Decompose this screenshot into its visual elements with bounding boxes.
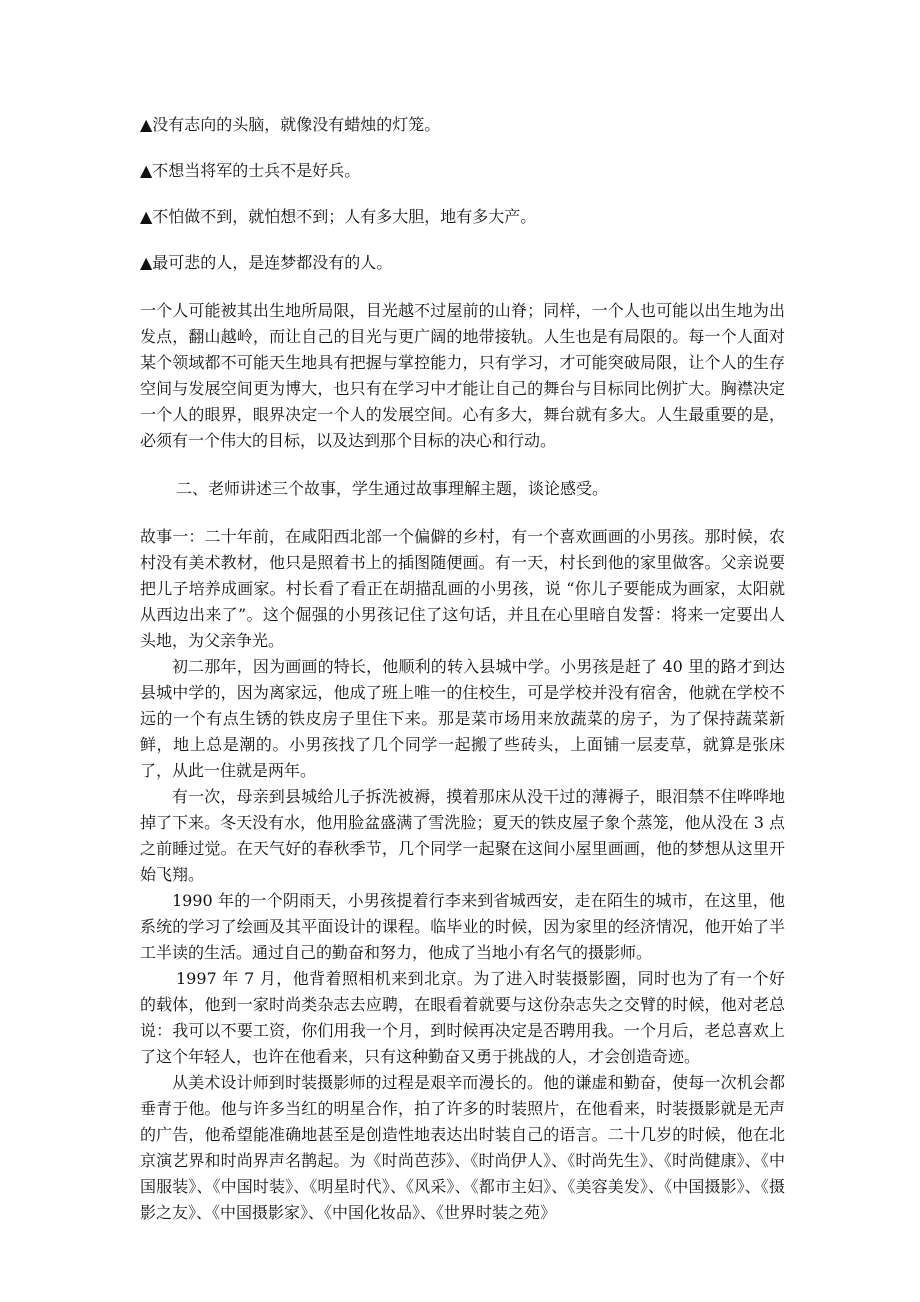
story-paragraph: 故事一：二十年前，在咸阳西北部一个偏僻的乡村，有一个喜欢画画的小男孩。那时候，农村没有美术教材，他只是照着书上的插图随便画。有一天，村长到他的家里做客。父亲说要把儿子培养成画家。村长看了看正在胡描乱画的小男孩，说 “你儿子要能成为画家，太阳就从西边出来了”。这个倔强的小男孩记住了这句话，并且在心里暗自发誓：将来一定要出人头地，为父亲争光。: [140, 527, 785, 650]
story-paragraph: 初二那年，因为画画的特长，他顺利的转入县城中学。小男孩是赶了 40 里的路才到达县城中学的，因为离家远，他成了班上唯一的住校生，可是学校并没有宿舍，他就在学校不远的一个有点生锈的铁皮房子里住下来。那是菜市场用来放蔬菜的房子，为了保持蔬菜新鲜，地上总是潮的。小男孩找了几个同学一起搬了些砖头，上面铺一层麦草，就算是张床了，从此一住就是两年。: [140, 657, 785, 780]
document-page: [140, 112, 785, 1226]
motto-3: ▲不怕做不到，就怕想不到；人有多大胆，地有多大产。: [140, 207, 537, 226]
story-paragraph: 1990 年的一个阴雨天，小男孩提着行李来到省城西安，走在陌生的城市，在这里，他系统的学习了绘画及其平面设计的课程。临毕业的时候，因为家里的经济情况，他开始了半工半读的生活。通过自己的勤奋和努力，他成了当地小有名气的摄影师。: [140, 891, 785, 962]
intro-paragraph: 一个人可能被其出生地所局限，目光越不过屋前的山脊；同样，一个人也可能以出生地为出发点，翻山越岭，而让自己的目光与更广阔的地带接轨。人生也是有局限的。每一个人面对某个领域都不可能天生地具有把握与掌控能力，只有学习，才可能突破局限，让个人的生存空间与发展空间更为博大，也只有在学习中才能让自己的舞台与目标同比例扩大。胸襟决定一个人的眼界，眼界决定一个人的发展空间。心有多大，舞台就有多大。人生最重要的是，必须有一个伟大的目标，以及达到那个目标的决心和行动。: [140, 301, 785, 450]
story-one: [140, 524, 785, 1226]
story-paragraph: 从美术设计师到时装摄影师的过程是艰辛而漫长的。他的谦虚和勤奋，使每一次机会都垂青于他。他与许多当红的明星合作，拍了许多的时装照片，在他看来，时装摄影就是无声的广告，他希望能准确地甚至是创造性地表达出时装自己的语言。二十几岁的时候，他在北京演艺界和时尚界声名鹊起。为《时尚芭莎》、《时尚伊人》、《时尚先生》、《时尚健康》、《中国服装》、《中国时装》、《明星时代》、《风采》、《都市主妇》、《美容美发》、《中国摄影》、《摄影之友》、《中国摄影家》、《中国化妆品》、《世界时装之苑》: [140, 1073, 785, 1222]
section-heading: 二、老师讲述三个故事，学生通过故事理解主题，谈论感受。: [176, 479, 609, 498]
story-paragraph: 有一次，母亲到县城给儿子拆洗被褥，摸着那床从没干过的薄褥子，眼泪禁不住哗哗地掉了下来。冬天没有水，他用脸盆盛满了雪洗脸；夏天的铁皮屋子象个蒸笼，他从没在 3 点之前睡过觉。在天气好的春秋季节，几个同学一起聚在这间小屋里画画，他的梦想从这里开始飞翔。: [140, 787, 785, 884]
motto-2: ▲不想当将军的士兵不是好兵。: [140, 161, 361, 180]
motto-4: ▲最可悲的人，是连梦都没有的人。: [140, 253, 393, 272]
story-paragraph: 1997 年 7 月，他背着照相机来到北京。为了进入时装摄影圈，同时也为了有一个好的载体，他到一家时尚类杂志去应聘，在眼看着就要与这份杂志失之交臂的时候，他对老总说：我可以不要工资，你们用我一个月，到时候再决定是否聘用我。一个月后，老总喜欢上了这个年轻人，也许在他看来，只有这种勤奋又勇于挑战的人，才会创造奇迹。: [140, 969, 785, 1066]
motto-1: ▲没有志向的头脑，就像没有蜡烛的灯笼。: [140, 115, 441, 134]
